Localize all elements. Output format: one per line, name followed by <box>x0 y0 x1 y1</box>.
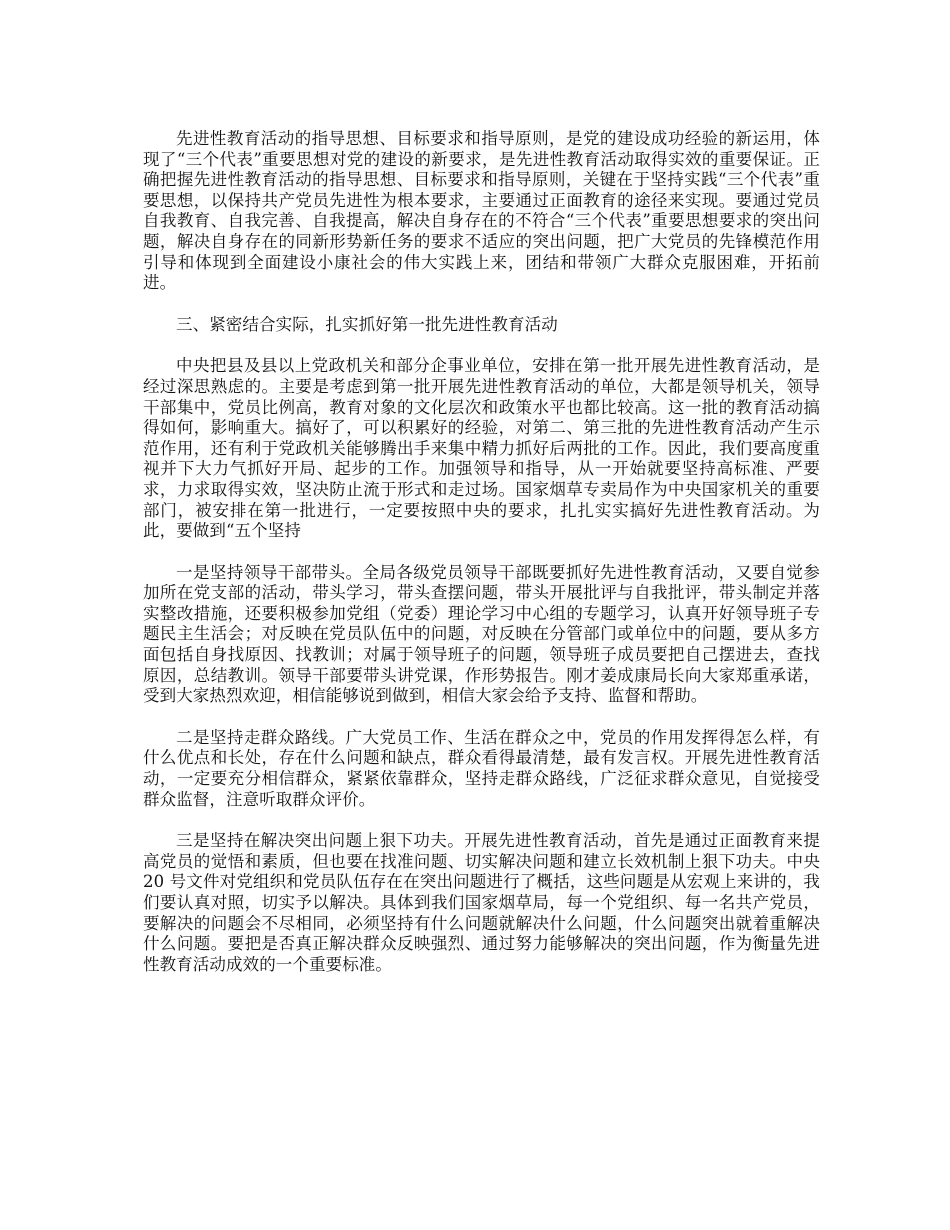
paragraph-leaders-take-lead: 一是坚持领导干部带头。全局各级党员领导干部既要抓好先进性教育活动，又要自觉参加所在党支部的活动，带头学习，带头查摆问题，带头开展批评与自我批评，带头制定并落实整改措施，还要积极参加党组（党委）理论学习中心组的专题学习，认真开好领导班子专题民主生活会；对反映在党员队伍中的问题，对反映在分管部门或单位中的问题，要从多方面包括自身找原因、找教训；对属于领导班子的问题，领导班子成员要把自己摆进去，查找原因，总结教训。领导干部要带头讲党课，作形势报告。刚才姜成康局长向大家郑重承诺，受到大家热烈欢迎，相信能够说到做到，相信大家会给予支持、监督和帮助。 <box>143 562 820 706</box>
paragraph-first-batch: 中央把县及县以上党政机关和部分企事业单位，安排在第一批开展先进性教育活动，是经过深思熟虑的。主要是考虑到第一批开展先进性教育活动的单位，大都是领导机关，领导干部集中，党员比例高，教育对象的文化层次和政策水平也都比较高。这一批的教育活动搞得如何，影响重大。搞好了，可以积累好的经验，对第二、第三批的先进性教育活动产生示范作用，还有利于党政机关能够腾出手来集中精力抓好后两批的工作。因此，我们要高度重视并下大力气抓好开局、起步的工作。加强领导和指导，从一开始就要坚持高标准、严要求，力求取得实效，坚决防止流于形式和走过场。国家烟草专卖局作为中央国家机关的重要部门，被安排在第一批进行，一定要按照中央的要求，扎扎实实搞好先进性教育活动。为此，要做到“五个坚持 <box>143 356 820 541</box>
paragraph-mass-line: 二是坚持走群众路线。广大党员工作、生活在群众之中，党员的作用发挥得怎么样，有什么优点和长处，存在什么问题和缺点，群众看得最清楚，最有发言权。开展先进性教育活动，一定要充分相信群众，紧紧依靠群众，坚持走群众路线，广泛征求群众意见，自觉接受群众监督，注意听取群众评价。 <box>143 727 820 809</box>
paragraph-guiding-principles: 先进性教育活动的指导思想、目标要求和指导原则，是党的建设成功经验的新运用，体现了“三个代表”重要思想对党的建设的新要求，是先进性教育活动取得实效的重要保证。正确把握先进性教育活动的指导思想、目标要求和指导原则，关键在于坚持实践“三个代表”重要思想，以保持共产党员先进性为根本要求，主要通过正面教育的途径来实现。要通过党员自我教育、自我完善、自我提高，解决自身存在的不符合“三个代表”重要思想要求的突出问题，解决自身存在的同新形势新任务的要求不适应的突出问题，把广大党员的先锋模范作用引导和体现到全面建设小康社会的伟大实践上来，团结和带领广大群众克服困难，开拓前进。 <box>143 129 820 293</box>
document-body <box>143 129 820 996</box>
section-heading-three: 三、紧密结合实际，扎实抓好第一批先进性教育活动 <box>176 314 558 334</box>
paragraph-solve-problems: 三是坚持在解决突出问题上狠下功夫。开展先进性教育活动，首先是通过正面教育来提高党员的觉悟和素质，但也要在找准问题、切实解决问题和建立长效机制上狠下功夫。中央 20 号文件对党组织和党员队伍存在在突出问题进行了概括，这些问题是从宏观上来讲的，我们要认真对照，切实予以解决。具体到我们国家烟草局，每一个党组织、每一名共产党员，要解决的问题会不尽相同，必须坚持有什么问题就解决什么问题，什么问题突出就着重解决什么问题。要把是否真正解决群众反映强烈、通过努力能够解决的突出问题，作为衡量先进性教育活动成效的一个重要标准。 <box>143 831 820 974</box>
